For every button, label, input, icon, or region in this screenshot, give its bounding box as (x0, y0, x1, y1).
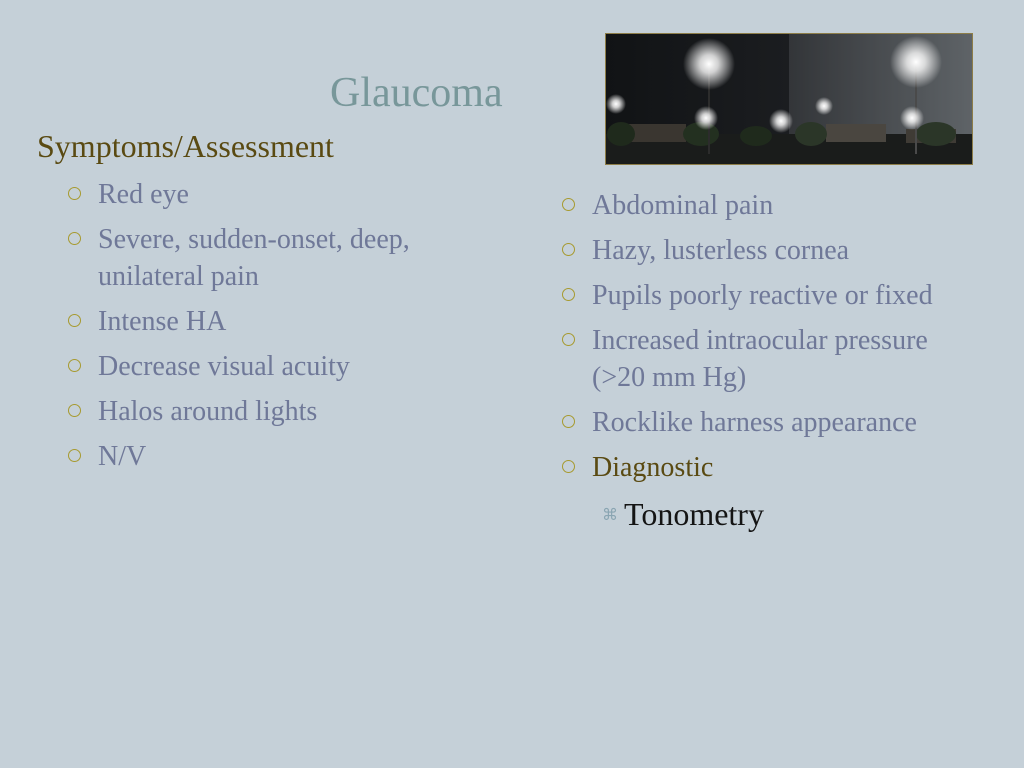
list-item: Hazy, lusterless cornea (560, 232, 980, 269)
list-item: Red eye (66, 176, 506, 213)
circle-bullet-icon (68, 404, 81, 417)
list-item: Decrease visual acuity (66, 348, 506, 385)
right-bullet-list (560, 187, 980, 534)
quatrefoil-bullet-icon: ⌘ (602, 505, 618, 524)
circle-bullet-icon (562, 243, 575, 256)
left-bullet-list (66, 176, 506, 483)
list-item-diagnostic: Diagnostic (560, 449, 980, 486)
night-lights-photo (605, 33, 973, 165)
slide-title: Glaucoma (330, 70, 503, 116)
list-item: Pupils poorly reactive or fixed (560, 277, 980, 314)
list-item: Intense HA (66, 303, 506, 340)
circle-bullet-icon (562, 415, 575, 428)
sub-list-item: ⌘ Tonometry (560, 494, 980, 534)
section-heading: Symptoms/Assessment (37, 128, 334, 164)
circle-bullet-icon (68, 359, 81, 372)
circle-bullet-icon (562, 198, 575, 211)
list-item: N/V (66, 438, 506, 475)
circle-bullet-icon (68, 449, 81, 462)
list-item: Increased intraocular pressure (>20 mm Hg) (560, 322, 980, 396)
circle-bullet-icon (562, 288, 575, 301)
circle-bullet-icon (68, 232, 81, 245)
circle-bullet-icon (562, 460, 575, 473)
circle-bullet-icon (68, 314, 81, 327)
list-item: Abdominal pain (560, 187, 980, 224)
circle-bullet-icon (562, 333, 575, 346)
list-item: Rocklike harness appearance (560, 404, 980, 441)
list-item: Severe, sudden-onset, deep, unilateral pain (66, 221, 506, 295)
night-lights-photo-icon (606, 34, 972, 164)
circle-bullet-icon (68, 187, 81, 200)
list-item: Halos around lights (66, 393, 506, 430)
